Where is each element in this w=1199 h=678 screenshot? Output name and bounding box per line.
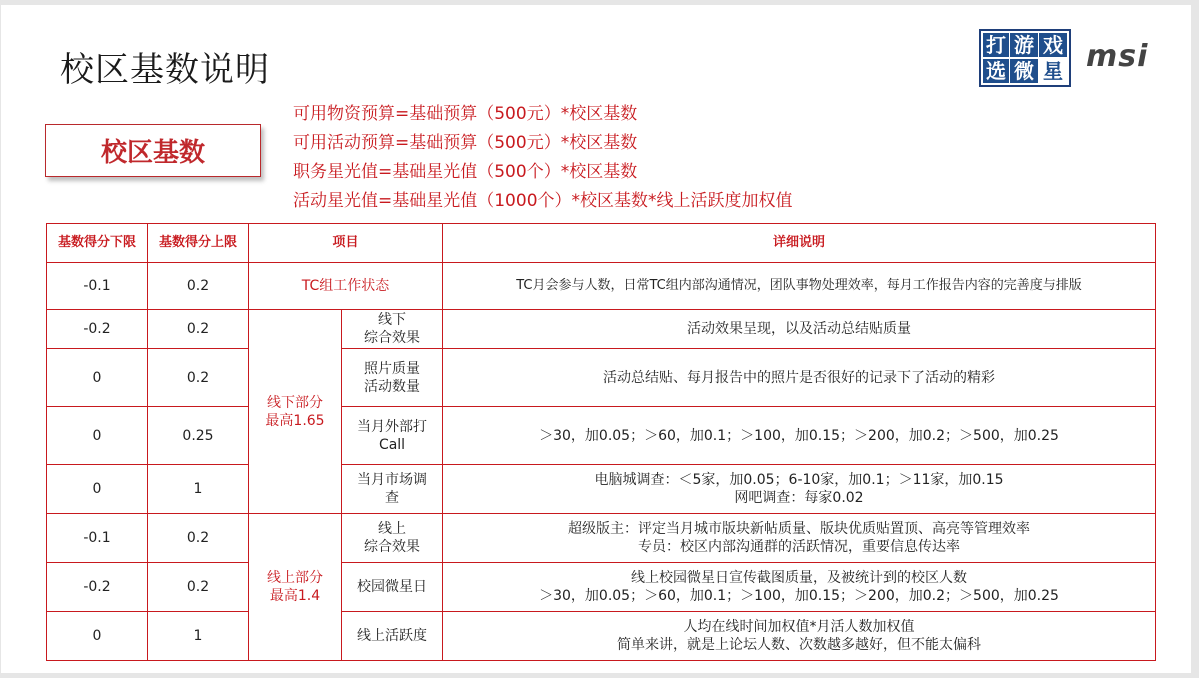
- cell-max: 0.25: [148, 407, 249, 465]
- detail-line: 人均在线时间加权值*月活人数加权值: [683, 619, 915, 635]
- cell-min: -0.1: [47, 514, 148, 563]
- detail-line: 活动总结贴、每月报告中的照片是否很好的记录下了活动的精彩: [603, 369, 996, 386]
- cell-max: 0.2: [148, 263, 249, 310]
- group-line: 线上部分: [267, 570, 323, 586]
- item-line: 活动数量: [364, 378, 420, 395]
- table-row: [47, 465, 1156, 514]
- logo-char: 戏: [1039, 33, 1067, 57]
- header-item: 项目: [249, 224, 443, 263]
- detail-line: 活动效果呈现，以及活动总结贴质量: [687, 321, 912, 337]
- detail-line: 线上校园微星日宣传截图质量，及被统计到的校区人数: [631, 570, 968, 586]
- group-line: 最高1.65: [265, 412, 325, 429]
- item-line: 综合效果: [364, 539, 420, 555]
- slide: [1, 5, 1191, 673]
- table-row: [47, 563, 1156, 612]
- table-header-row: [47, 224, 1156, 263]
- header-min: 基数得分下限: [47, 224, 148, 263]
- cell-detail: [443, 310, 1156, 349]
- formula-line: 可用物资预算=基础预算（500元）*校区基数: [293, 104, 638, 124]
- item-line: 线下: [378, 312, 406, 328]
- cell-max: 0.2: [148, 514, 249, 563]
- cell-min: 0: [47, 407, 148, 465]
- item-line: 综合效果: [364, 330, 420, 346]
- group-line: 线下部分: [267, 394, 323, 411]
- detail-line: ＞30，加0.05；＞60，加0.1；＞100，加0.15；＞200，加0.2；＞500，加0.25: [539, 427, 1059, 444]
- cell-min: -0.2: [47, 563, 148, 612]
- logo-char: 星: [1039, 59, 1067, 83]
- msi-logo: msi: [1086, 39, 1149, 74]
- table-row: [47, 349, 1156, 407]
- cell-item: [342, 514, 443, 563]
- game-logo: [979, 29, 1071, 87]
- logo-char: 游: [1010, 33, 1038, 57]
- table-row: [47, 514, 1156, 563]
- cell-item: TC组工作状态: [249, 263, 443, 310]
- cell-min: -0.1: [47, 263, 148, 310]
- item-line: 线上活跃度: [357, 628, 427, 644]
- header-max: 基数得分上限: [148, 224, 249, 263]
- group-offline: [249, 310, 342, 514]
- cell-item: [342, 612, 443, 661]
- cell-max: 1: [148, 465, 249, 514]
- cell-detail: [443, 514, 1156, 563]
- formula-line: 活动星光值=基础星光值（1000个）*校区基数*线上活跃度加权值: [293, 191, 793, 211]
- page-title: 校区基数说明: [60, 50, 270, 90]
- table-row: [47, 612, 1156, 661]
- cell-max: 0.2: [148, 310, 249, 349]
- cell-max: 0.2: [148, 563, 249, 612]
- logo-char: 选: [983, 59, 1009, 83]
- basis-table: [46, 223, 1156, 661]
- formula-list: [293, 100, 793, 216]
- logo-char: 微: [1010, 59, 1038, 83]
- detail-line: 简单来讲，就是上论坛人数、次数越多越好，但不能太偏科: [617, 637, 982, 653]
- cell-item: [342, 407, 443, 465]
- cell-detail: [443, 407, 1156, 465]
- formula-line: 职务星光值=基础星光值（500个）*校区基数: [293, 162, 638, 182]
- item-line: 校园微星日: [357, 579, 427, 595]
- table-row: [47, 310, 1156, 349]
- cell-detail: [443, 563, 1156, 612]
- detail-line: 超级版主：评定当月城市版块新帖质量、版块优质贴置顶、高亮等管理效率: [568, 521, 1031, 537]
- cell-detail: TC月会参与人数，日常TC组内部沟通情况，团队事物处理效率，每月工作报告内容的完善度与排版: [443, 263, 1156, 310]
- item-line: 当月外部打: [357, 418, 427, 435]
- header-detail: 详细说明: [443, 224, 1156, 263]
- cell-detail: [443, 465, 1156, 514]
- detail-line: ＞30，加0.05；＞60，加0.1；＞100，加0.15；＞200，加0.2；＞500，加0.25: [539, 588, 1059, 604]
- cell-item: [342, 310, 443, 349]
- item-line: 当月市场调: [357, 472, 427, 488]
- group-line: 最高1.4: [269, 588, 321, 604]
- detail-line: 专员：校区内部沟通群的活跃情况，重要信息传达率: [638, 539, 961, 555]
- cell-max: 0.2: [148, 349, 249, 407]
- table-row: [47, 263, 1156, 310]
- detail-line: 网吧调查：每家0.02: [734, 490, 864, 506]
- cell-item: [342, 563, 443, 612]
- item-line: 照片质量: [364, 360, 420, 377]
- logo-char: 打: [983, 33, 1009, 57]
- item-line: 线上: [378, 521, 406, 537]
- cell-min: 0: [47, 349, 148, 407]
- cell-detail: [443, 612, 1156, 661]
- cell-item: [342, 349, 443, 407]
- detail-line: 电脑城调查：＜5家，加0.05；6-10家，加0.1；＞11家，加0.15: [594, 472, 1004, 488]
- group-online: [249, 514, 342, 661]
- cell-min: 0: [47, 465, 148, 514]
- item-line: 查: [385, 490, 399, 506]
- cell-max: 1: [148, 612, 249, 661]
- basis-label-box: 校区基数: [45, 124, 261, 177]
- cell-min: -0.2: [47, 310, 148, 349]
- item-line: Call: [378, 436, 406, 453]
- cell-detail: [443, 349, 1156, 407]
- cell-item: [342, 465, 443, 514]
- cell-min: 0: [47, 612, 148, 661]
- table-row: [47, 407, 1156, 465]
- formula-line: 可用活动预算=基础预算（500元）*校区基数: [293, 133, 638, 153]
